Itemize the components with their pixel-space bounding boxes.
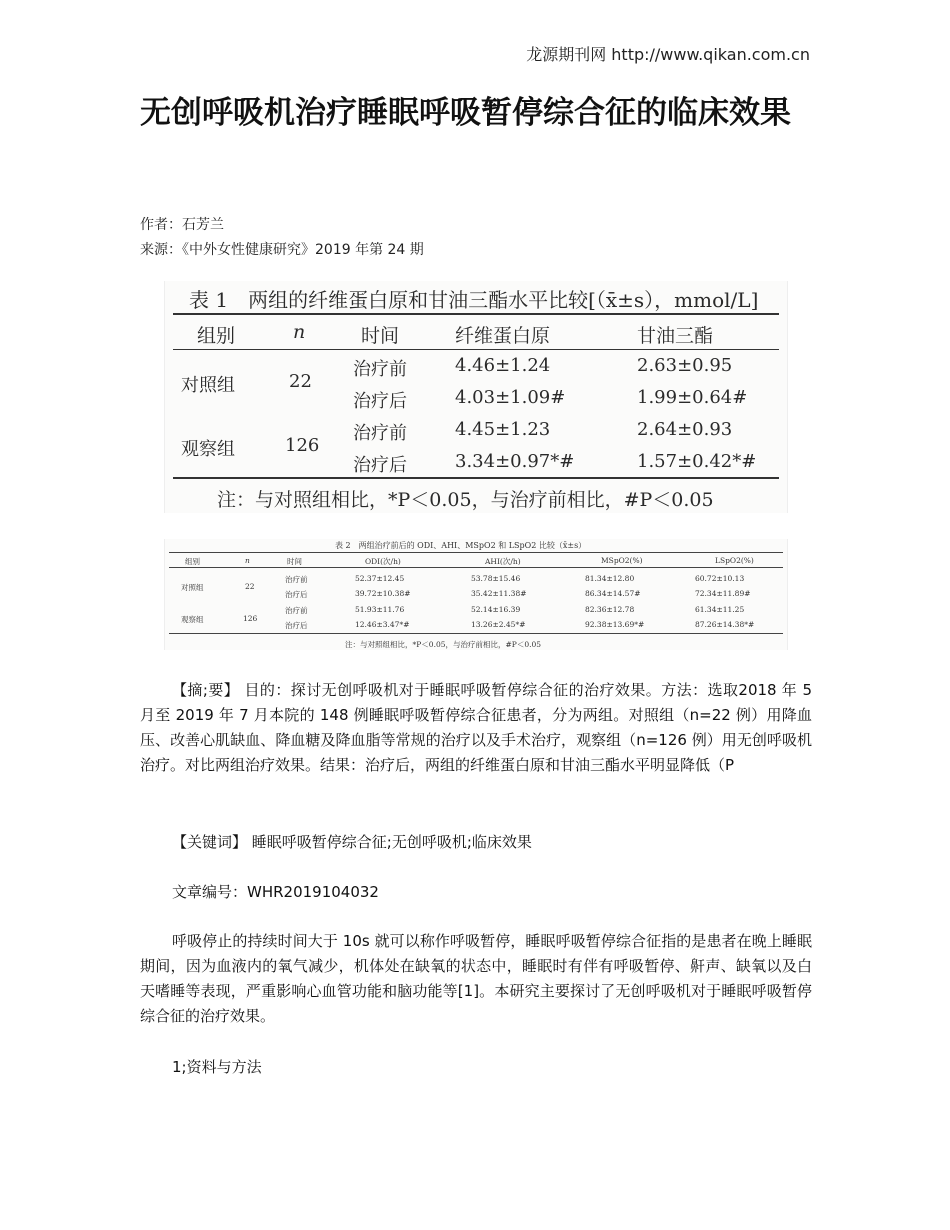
table-1-bottom-rule [173, 477, 779, 479]
table-1-header-n: n [293, 321, 306, 343]
article-title: 无创呼吸机治疗睡眠呼吸暂停综合征的临床效果 [140, 95, 791, 131]
table-1 [164, 281, 788, 513]
table-1-note: 注：与对照组相比，*P＜0.05，与治疗前相比，#P＜0.05 [217, 489, 714, 511]
table-2-lsp: 87.26±14.38*# [695, 620, 755, 629]
table-2-msp: 81.34±12.80 [585, 574, 635, 583]
table-2-lsp: 60.72±10.13 [695, 574, 745, 583]
table-2-time: 治疗前 [285, 606, 308, 615]
table-2-header-msp: MSpO2(%) [601, 556, 643, 565]
table-1-tg: 1.57±0.42*# [637, 451, 757, 472]
table-1-group-n: 22 [289, 371, 312, 392]
table-1-header-tg: 甘油三酯 [637, 325, 714, 347]
table-1-tg: 2.63±0.95 [637, 355, 733, 376]
table-1-fib: 4.03±1.09# [455, 387, 566, 408]
table-1-tg: 2.64±0.93 [637, 419, 733, 440]
table-1-fib: 3.34±0.97*# [455, 451, 575, 472]
table-1-header-group: 组别 [197, 325, 236, 347]
table-2-odi: 12.46±3.47*# [355, 620, 410, 629]
table-2-msp: 82.36±12.78 [585, 605, 635, 614]
body-paragraph: 呼吸停止的持续时间大于 10s 就可以称作呼吸暂停，睡眠呼吸暂停综合征指的是患者在晚上睡眠期间，因为血液内的氧气减少，机体处在缺氧的状态中，睡眠时有伴有呼吸暂停、鼾声、缺氧以及白天嗜睡等表现，严重影响心血管功能和脑功能等[1]。本研究主要探讨了无创呼吸机对于睡眠呼吸暂停综合征的治疗效果。 [140, 932, 812, 1025]
table-2-header-group: 组别 [185, 557, 200, 566]
table-2-header-odi: ODI(次/h) [365, 557, 401, 566]
table-2-lsp: 72.34±11.89# [695, 589, 751, 598]
table-2-header-ahi: AHI(次/h) [485, 557, 521, 566]
table-1-group-n: 126 [285, 435, 320, 456]
table-2-time: 治疗后 [285, 621, 308, 630]
table-2-group-n: 22 [245, 582, 255, 591]
table-2-ahi: 53.78±15.46 [471, 574, 521, 583]
article-number: 文章编号：WHR2019104032 [172, 883, 379, 901]
section-heading: 1;资料与方法 [172, 1058, 262, 1076]
table-1-time: 治疗后 [353, 391, 407, 412]
table-1-top-rule [173, 313, 779, 315]
site-header: 龙源期刊网 http://www.qikan.com.cn [526, 45, 810, 64]
table-1-time: 治疗前 [353, 423, 407, 444]
table-1-group-name: 对照组 [181, 375, 235, 396]
table-2-group-name: 观察组 [181, 615, 204, 624]
table-2-odi: 52.37±12.45 [355, 574, 405, 583]
table-2-ahi: 35.42±11.38# [471, 589, 527, 598]
table-2-time: 治疗后 [285, 590, 308, 599]
table-2 [164, 539, 788, 650]
keywords-paragraph: 【关键词】 睡眠呼吸暂停综合征;无创呼吸机;临床效果 [172, 833, 532, 851]
table-1-header-rule [173, 349, 779, 350]
table-1-header-time: 时间 [361, 325, 400, 347]
abstract-paragraph: 【摘;要】 目的：探讨无创呼吸机对于睡眠呼吸暂停综合征的治疗效果。方法：选取2018 年 5 月至 2019 年 7 月本院的 148 例睡眠呼吸暂停综合征患者，分为两组。对照组（n=22 例）用降血压、改善心肌缺血、降血糖及降血脂等常规的治疗以及手术治疗，观察组（n=126 例）用无创呼吸机治疗。对比两组治疗效果。结果：治疗后，两组的纤维蛋白原和甘油三酯水平明显降低（P [140, 681, 812, 774]
table-2-msp: 92.38±13.69*# [585, 620, 645, 629]
table-1-group-name: 观察组 [181, 439, 235, 460]
table-1-header-fib: 纤维蛋白原 [455, 325, 551, 347]
table-2-caption: 表 2 两组治疗前后的 ODI、AHI、MSpO2 和 LSpO2 比较（x̄±s） [335, 541, 587, 550]
table-1-caption: 表 1 两组的纤维蛋白原和甘油三酯水平比较[（x̄±s），mmol/L] [189, 288, 759, 312]
table-2-msp: 86.34±14.57# [585, 589, 641, 598]
table-2-lsp: 61.34±11.25 [695, 605, 745, 614]
table-2-note: 注：与对照组相比，*P＜0.05，与治疗前相比，#P＜0.05 [345, 640, 542, 649]
table-2-header-time: 时间 [287, 557, 302, 566]
table-2-ahi: 52.14±16.39 [471, 605, 521, 614]
table-1-fib: 4.45±1.23 [455, 419, 551, 440]
table-2-header-n: n [245, 556, 250, 565]
source-line: 来源：《中外女性健康研究》2019 年第 24 期 [140, 242, 424, 258]
table-2-time: 治疗前 [285, 575, 308, 584]
table-2-odi: 39.72±10.38# [355, 589, 411, 598]
table-2-top-rule [169, 552, 783, 553]
table-2-header-rule [169, 567, 783, 568]
table-2-group-n: 126 [243, 614, 258, 623]
table-1-fib: 4.46±1.24 [455, 355, 551, 376]
table-2-ahi: 13.26±2.45*# [471, 620, 526, 629]
table-2-group-name: 对照组 [181, 583, 204, 592]
table-2-header-lsp: LSpO2(%) [715, 556, 754, 565]
table-1-tg: 1.99±0.64# [637, 387, 748, 408]
table-1-time: 治疗前 [353, 359, 407, 380]
table-1-time: 治疗后 [353, 455, 407, 476]
author-line: 作者：石芳兰 [140, 217, 224, 233]
table-2-odi: 51.93±11.76 [355, 605, 405, 614]
table-2-bottom-rule [169, 633, 783, 634]
